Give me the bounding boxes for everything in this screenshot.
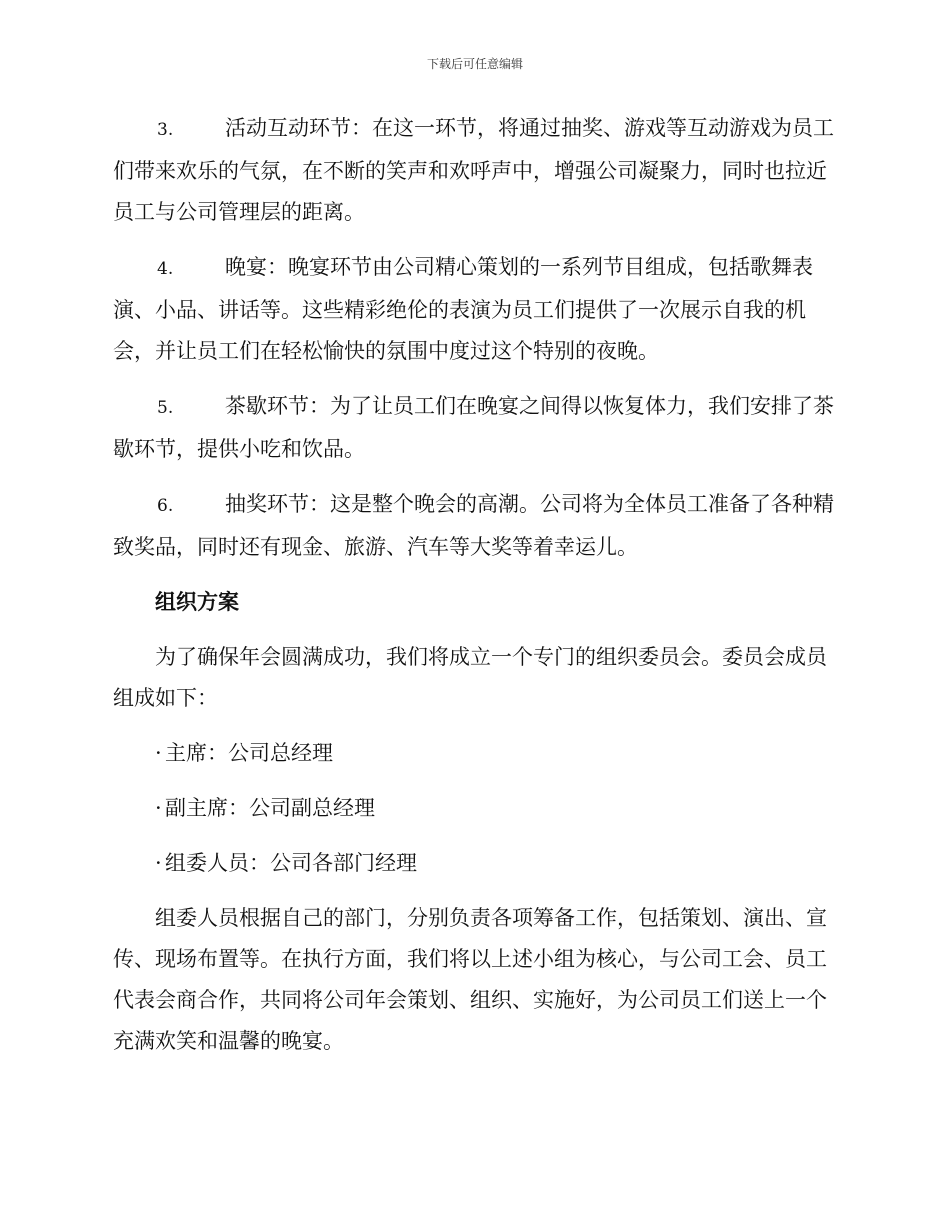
bullet-item [113, 733, 835, 774]
item-text: 茶歇环节：为了让员工们在晚宴之间得以恢复体力，我们安排了茶歇环节，提供小吃和饮品。 [113, 394, 834, 461]
item-text: 活动互动环节：在这一环节，将通过抽奖、游戏等互动游戏为员工们带来欢乐的气氛，在不断的笑声和欢呼声中，增强公司凝聚力，同时也拉近员工与公司管理层的距离。 [113, 116, 834, 224]
item-number: 4. [157, 259, 174, 279]
bullet-item [113, 843, 835, 884]
item-text: 晚宴：晚宴环节由公司精心策划的一系列节目组成，包括歌舞表演、小品、讲话等。这些精彩绝伦的表演为员工们提供了一次展示自我的机会，并让员工们在轻松愉快的氛围中度过这个特别的夜晚。 [113, 255, 813, 363]
list-item [113, 484, 835, 568]
document-body [113, 108, 835, 1076]
section-heading: 组织方案 [155, 590, 239, 614]
item-number: 6. [157, 496, 174, 516]
item-number: 5. [157, 398, 174, 418]
bullet-item [113, 788, 835, 829]
item-text: 抽奖环节：这是整个晚会的高潮。公司将为全体员工准备了各种精致奖品，同时还有现金、旅游、汽车等大奖等着幸运儿。 [113, 492, 834, 559]
bullet-symbol: · [155, 741, 162, 765]
closing-paragraph: 组委人员根据自己的部门，分别负责各项筹备工作，包括策划、演出、宣传、现场布置等。在执行方面，我们将以上述小组为核心，与公司工会、员工代表会商合作，共同将公司年会策划、组织、实施好，为公司员工们送上一个充满欢笑和温馨的晚宴。 [113, 906, 827, 1053]
bullet-symbol: · [155, 851, 162, 875]
bullet-text: 主席：公司总经理 [165, 741, 333, 765]
item-number: 3. [157, 120, 174, 140]
bullet-symbol: · [155, 796, 162, 820]
list-item [113, 247, 835, 372]
bullet-text: 组委人员：公司各部门经理 [165, 851, 417, 875]
list-item [113, 108, 835, 233]
bullet-text: 副主席：公司副总经理 [165, 796, 375, 820]
page-header: 下载后可任意编辑 [426, 57, 523, 71]
intro-paragraph: 为了确保年会圆满成功，我们将成立一个专门的组织委员会。委员会成员组成如下： [113, 645, 827, 710]
list-item [113, 386, 835, 470]
